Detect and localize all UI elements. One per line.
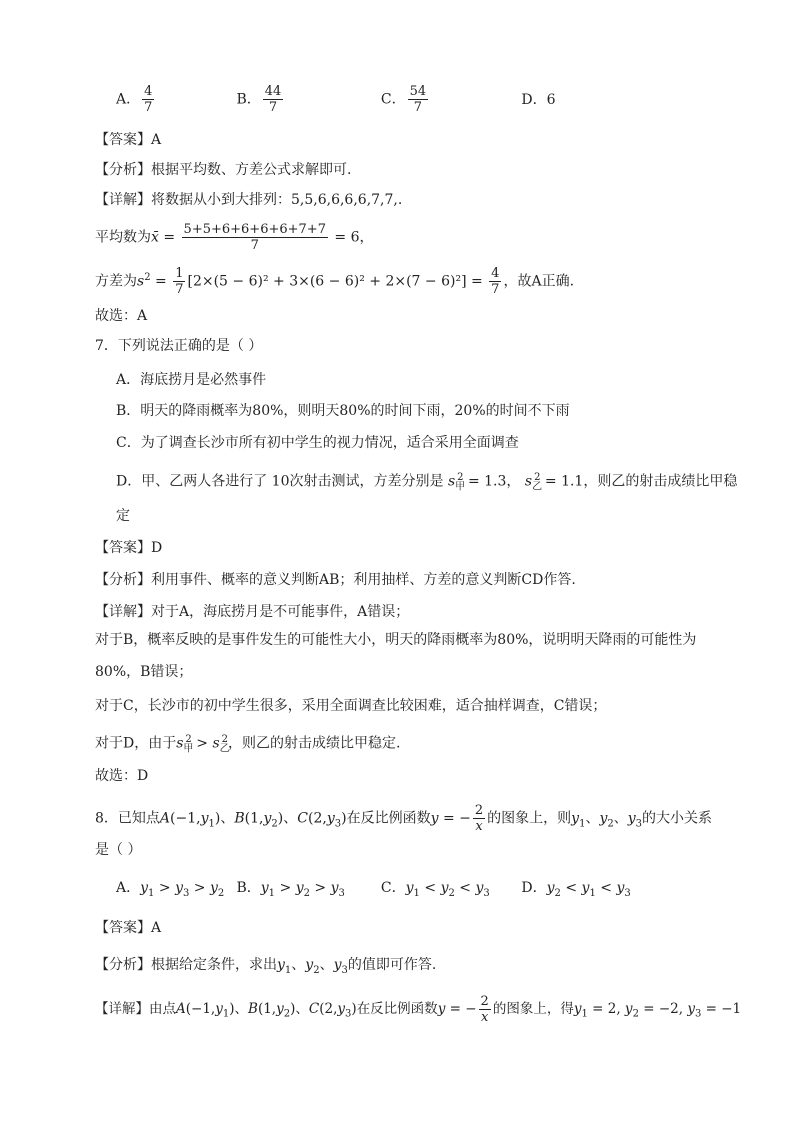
q7-option-d: D．甲、乙两人各进行了 10次射击测试，方差分别是 $s_甲^2 = 1.3$， $s_乙^2 = 1.1$，则乙的射击成绩比甲稳 — [116, 472, 738, 493]
q7-detail-3: 80%，B错误； — [95, 664, 193, 680]
q6-analysis: 【分析】根据平均数、方差公式求解即可. — [95, 162, 352, 178]
q7-detail-2: 对于B，概率反映的是事件发生的可能性大小，明天的降雨概率为80%，说明明天降雨的可能性为 — [95, 632, 697, 648]
q6-option-d: D．6 — [521, 91, 556, 108]
q7-detail-5: 对于D，由于$s_甲^2 > s_乙^2$，则乙的射击成绩比甲稳定. — [95, 734, 401, 755]
q7-option-b: B．明天的降雨概率为80%，则明天80%的时间下雨，20%的时间不下雨 — [116, 403, 570, 419]
q6-variance-line: 方差为$s^2$ = $\frac{1}{7}$ [2×(5 − 6)² + 3×(6 − 6)² + 2×(7 − 6)²] = $\frac{4}{7}$ ，故A正确. — [95, 266, 575, 297]
q8-answer: 【答案】A — [95, 920, 162, 936]
q6-answer: 【答案】A — [95, 132, 162, 148]
q7-stem: 7．下列说法正确的是（ ） — [95, 338, 263, 354]
q8-stem-cont: 是（ ） — [95, 842, 142, 858]
q6-option-c: C． $\frac{54}{7}$ — [380, 84, 427, 115]
q8-option-b: B．$y_1 > y_2 > y_3$ — [236, 880, 345, 899]
q7-detail-4: 对于C，长沙市的初中学生很多，采用全面调查比较困难，适合抽样调查，C错误； — [95, 698, 607, 714]
q7-analysis: 【分析】利用事件、概率的意义判断AB；利用抽样、方差的意义判断CD作答. — [95, 572, 576, 588]
q8-stem: 8．已知点$A(-1,y_1)$、$B(1,y_2)$、$C(2,y_3)$在反比例函数y = − $\frac{2}{x}$ 的图象上，则$y_1$、$y_2$、$y_3$的大小关系 — [95, 803, 713, 834]
q7-option-a: A．海底捞月是必然事件 — [116, 372, 267, 388]
q7-option-c: C．为了调查长沙市所有初中学生的视力情况，适合采用全面调查 — [116, 435, 519, 451]
q6-mean-line: 平均数为x̄ = $\frac{5+5+6+6+6+6+7+7}{7}$ = 6， — [95, 222, 374, 253]
q7-answer: 【答案】D — [95, 540, 163, 556]
q8-detail: 【详解】由点$A(-1,y_1)$、$B(1,y_2)$、$C(2,y_3)$在反比例函数y = − $\frac{2}{x}$ 的图象上，得$y_1 = 2$, $y_2 = -2$, $y_3 = -1$ — [95, 994, 742, 1025]
q8-option-d: D．$y_2 < y_1 < y_3$ — [521, 880, 631, 899]
q6-detail: 【详解】将数据从小到大排列：5,5,6,6,6,6,7,7,. — [95, 192, 403, 208]
q8-option-c: C．$y_1 < y_2 < y_3$ — [380, 880, 490, 899]
q6-option-b: B． $\frac{44}{7}$ — [236, 84, 282, 115]
q8-option-a: A．$y_1 > y_3 > y_2$ — [116, 880, 225, 899]
q6-choose: 故选：A — [95, 308, 148, 324]
q7-choose: 故选：D — [95, 768, 149, 784]
q7-detail-1: 【详解】对于A，海底捞月是不可能事件，A错误； — [95, 604, 410, 620]
q6-options — [116, 84, 556, 115]
q8-options — [116, 878, 631, 904]
q6-option-a: A． $\frac{4}{7}$ — [116, 84, 153, 115]
q7-option-d-cont: 定 — [116, 508, 130, 524]
q8-analysis: 【分析】根据给定条件，求出$y_1$、$y_2$、$y_3$的值即可作答. — [95, 957, 437, 976]
